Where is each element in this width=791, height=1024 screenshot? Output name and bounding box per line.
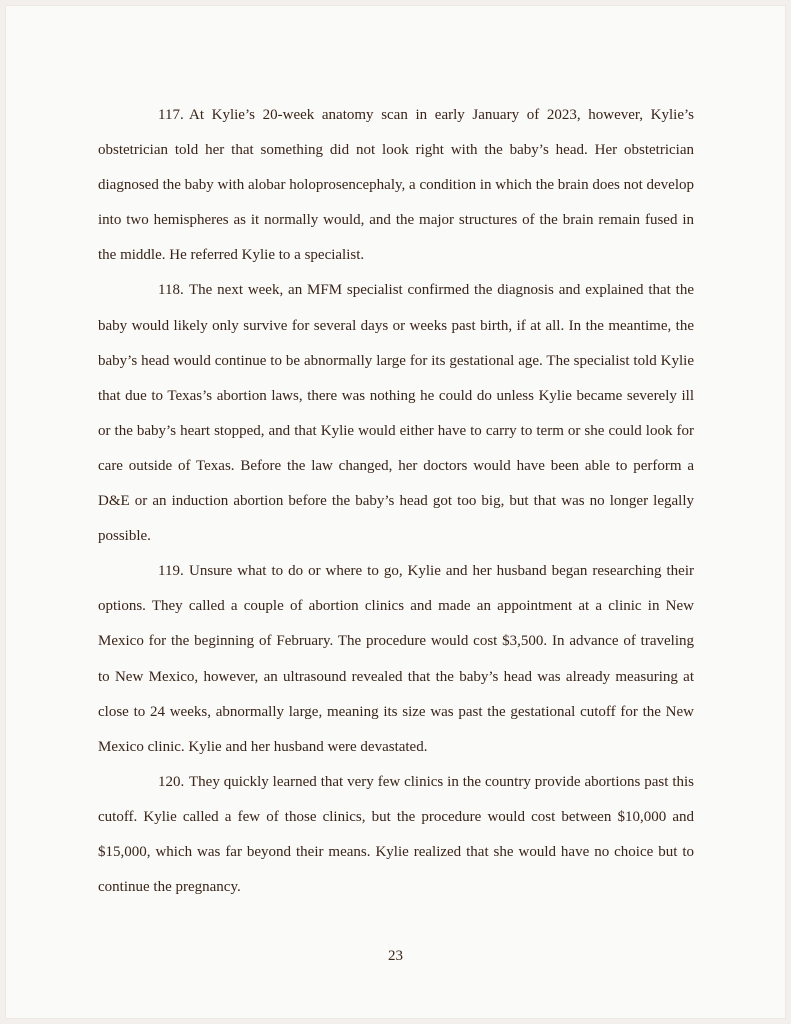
paragraph-text: They quickly learned that very few clinics in the country provide abortions past this cutoff. Kylie called a few of those clinics, but the procedure would cost between $10,000 and $15,000, which was far beyond their means. Kylie realized that she would have no choice but to continue the pregnancy. <box>98 773 694 896</box>
paragraph-number: 117. <box>158 107 184 123</box>
page-number: 23 <box>388 948 403 964</box>
paragraph-120 <box>98 765 694 905</box>
paragraph-119 <box>98 554 694 765</box>
paragraph-text: At Kylie’s 20-week anatomy scan in early January of 2023, however, Kylie’s obstetrician told her that something did not look right with the baby’s head. Her obstetrician diagnosed the baby with alobar holoprosencephaly, a condition in which the brain does not develop into two hemispheres as it normally would, and the major structures of the brain remain fused in the middle. He referred Kylie to a specialist. <box>98 107 694 264</box>
document-page <box>6 6 785 1018</box>
paragraph-number: 119. <box>158 563 184 580</box>
paragraph-number: 120. <box>158 773 185 790</box>
paragraph-117 <box>98 98 694 273</box>
paragraph-number: 118. <box>158 282 184 299</box>
paragraph-118 <box>98 273 694 554</box>
paragraph-text: Unsure what to do or where to go, Kylie and her husband began researching their options. They called a couple of abortion clinics and made an appointment at a clinic in New Mexico for the beginning of February. The procedure would cost $3,500. In advance of traveling to New Mexico, however, an ultrasound revealed that the baby’s head was already measuring at close to 24 weeks, abnormally large, meaning its size was past the gestational cutoff for the New Mexico clinic. Kylie and her husband were devastated. <box>98 563 694 755</box>
paragraph-text: The next week, an MFM specialist confirmed the diagnosis and explained that the baby would likely only survive for several days or weeks past birth, if at all. In the meantime, the baby’s head would continue to be abnormally large for its gestational age. The specialist told Kylie that due to Texas’s abortion laws, there was nothing he could do unless Kylie became severely ill or the baby’s heart stopped, and that Kylie would either have to carry to term or she could look for care outside of Texas. Before the law changed, her doctors would have been able to perform a D&E or an induction abortion before the baby’s head got too big, but that was no longer legally possible. <box>98 282 694 545</box>
document-body <box>98 98 694 905</box>
